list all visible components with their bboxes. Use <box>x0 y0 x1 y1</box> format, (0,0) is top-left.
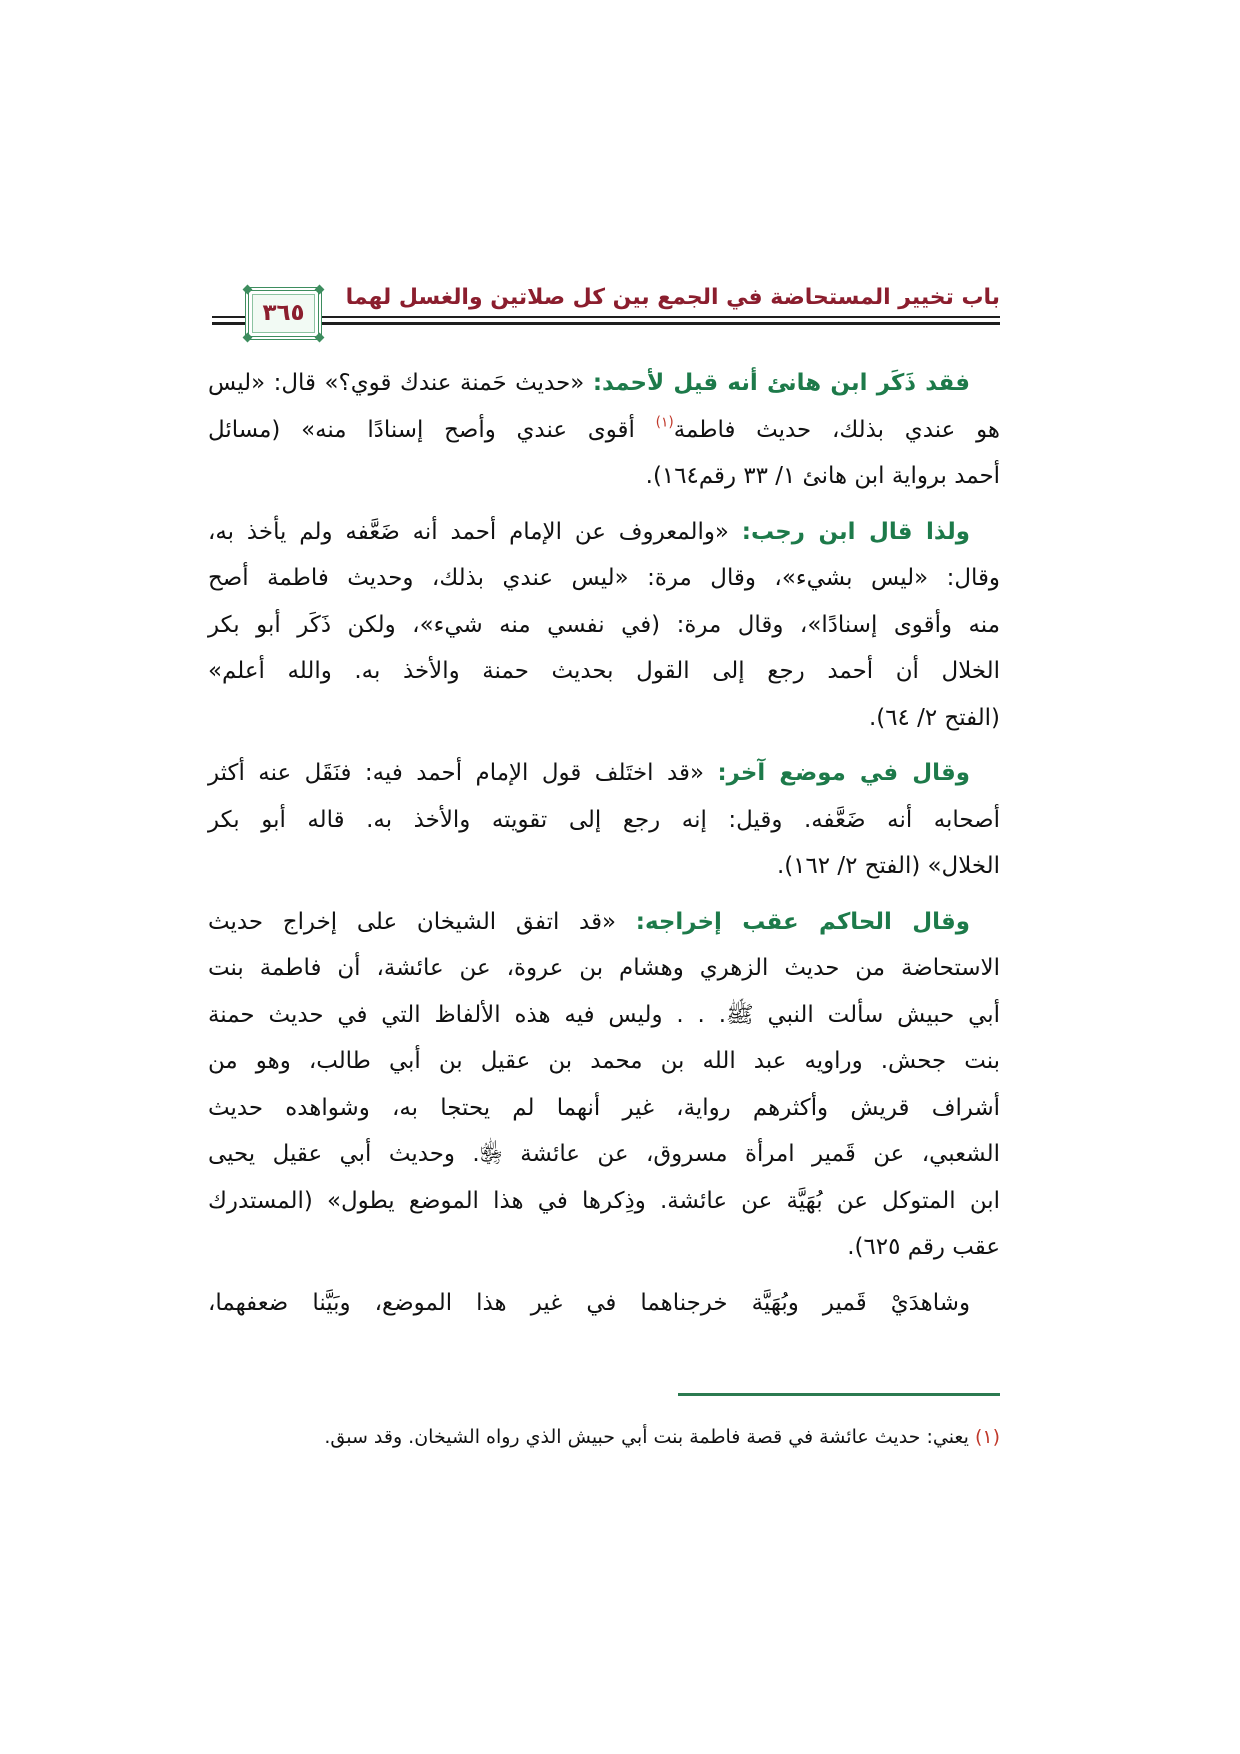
paragraph-line <box>208 1131 1000 1178</box>
paragraph-line <box>208 1085 1000 1132</box>
footnote-text: يعني: حديث عائشة في قصة فاطمة بنت أبي حبيش الذي رواه الشيخان. وقد سبق. <box>324 1426 975 1448</box>
bold-lead-in: ولذا قال ابن رجب: <box>741 518 970 545</box>
line-text: هو عندي بذلك، حديث فاطمة <box>673 416 1000 443</box>
line-text: أقوى عندي وأصح إسنادًا منه» (مسائل <box>208 416 656 443</box>
paragraph-line <box>208 360 970 407</box>
paragraph-line <box>208 945 1000 992</box>
running-header-text: باب تخيير المستحاضة في الجمع بين كل صلاتين والغسل لهما <box>345 285 1000 310</box>
line-text: وقال: «ليس بشيء»، وقال مرة: «ليس عندي بذلك، وحديث فاطمة أصح <box>208 565 1000 591</box>
line-text: الاستحاضة من حديث الزهري وهشام بن عروة، عن عائشة، أن فاطمة بنت <box>208 955 1000 981</box>
frame-ornament-icon <box>315 333 325 343</box>
running-header-title <box>332 279 1000 317</box>
paragraph-line <box>208 453 1000 500</box>
bold-lead-in: وقال في موضع آخر: <box>717 760 970 786</box>
paragraph-ibn-hani <box>208 360 1000 500</box>
frame-ornament-icon <box>315 285 325 295</box>
line-text: «والمعروف عن الإمام أحمد أنه ضَعَّفه ولم يأخذ به، <box>208 518 742 545</box>
paragraph-ibn-rajab <box>208 509 1000 742</box>
paragraph-line <box>208 1178 1000 1225</box>
paragraph-line <box>208 509 970 556</box>
paragraph-line <box>208 695 1000 742</box>
paragraph-line <box>208 602 1000 649</box>
paragraph-line <box>208 899 970 946</box>
header-rule-bottom <box>212 322 1000 325</box>
paragraph-line <box>208 407 1000 454</box>
page-number-panel <box>252 294 315 333</box>
bold-lead-in: فقد ذَكَر ابن هانئ أنه قيل لأحمد: <box>592 370 970 396</box>
line-text: بنت جحش. وراويه عبد الله بن محمد بن عقيل بن أبي طالب، وهو من <box>208 1048 1000 1074</box>
line-text: أحمد برواية ابن هانئ ١/ ٣٣ رقم١٦٤). <box>645 463 1000 489</box>
paragraph-line <box>208 1280 970 1327</box>
paragraph-al-hakim <box>208 899 1000 1271</box>
footnote-reference: (١) <box>655 414 674 431</box>
paragraph-line <box>208 1224 1000 1271</box>
line-text: منه وأقوى إسنادًا»، وقال مرة: (في نفسي منه شيء»، ولكن ذَكَر أبو بكر <box>208 611 1000 638</box>
main-text <box>208 360 1000 1335</box>
paragraph-line <box>208 648 1000 695</box>
paragraph-line <box>208 992 1000 1039</box>
frame-ornament-icon <box>243 333 253 343</box>
line-text: (الفتح ٢/ ٦٤). <box>869 704 1000 731</box>
paragraph-line <box>208 797 1000 844</box>
line-text: وشاهدَيْ قَمير وبُهَيَّة خرجناهما في غير هذا الموضع، وبَيَّنا ضعفهما، <box>208 1289 970 1316</box>
line-text: أشراف قريش وأكثرهم رواية، غير أنهما لم يحتجا به، وشواهده حديث <box>208 1094 1000 1121</box>
line-text: الخلال أن أحمد رجع إلى القول بحديث حمنة والأخذ به. والله أعلم» <box>208 658 1000 684</box>
line-text: «قد اختَلف قول الإمام أحمد فيه: فنَقَل عنه أكثر <box>208 760 718 786</box>
line-text: ابن المتوكل عن بُهَيَّة عن عائشة. وذِكرها في هذا الموضع يطول» (المستدرك <box>208 1187 1000 1214</box>
line-text: الشعبي، عن قَمير امرأة مسروق، عن عائشة ﵂. وحديث أبي عقيل يحيى <box>208 1141 1000 1167</box>
page-number: ٣٦٥ <box>262 300 305 326</box>
line-text: «حديث حَمنة عندك قوي؟» قال: «ليس <box>208 370 593 396</box>
paragraph-line <box>208 750 970 797</box>
paragraph-line <box>208 1038 1000 1085</box>
line-text: عقب رقم ٦٢٥). <box>847 1234 1000 1260</box>
header-rule-top <box>212 316 1000 318</box>
page-number-frame <box>245 287 322 340</box>
frame-ornament-icon <box>243 285 253 295</box>
bold-lead-in: وقال الحاكم عقب إخراجه: <box>635 908 971 935</box>
paragraph-another-place <box>208 750 1000 890</box>
footnote <box>208 1420 1000 1454</box>
line-text: أبي حبيش سألت النبي ﷺ. . . وليس فيه هذه الألفاظ التي في حديث حمنة <box>208 1001 1000 1028</box>
footnote-marker: (١) <box>974 1426 1000 1448</box>
line-text: الخلال» (الفتح ٢/ ١٦٢). <box>776 853 1000 879</box>
line-text: «قد اتفق الشيخان على إخراج حديث <box>208 908 636 935</box>
paragraph-witnesses <box>208 1280 1000 1327</box>
paragraph-line <box>208 843 1000 890</box>
paragraph-line <box>208 555 1000 602</box>
line-text: أصحابه أنه ضَعَّفه. وقيل: إنه رجع إلى تقويته والأخذ به. قاله أبو بكر <box>208 806 1000 833</box>
footnote-separator <box>678 1393 1000 1396</box>
